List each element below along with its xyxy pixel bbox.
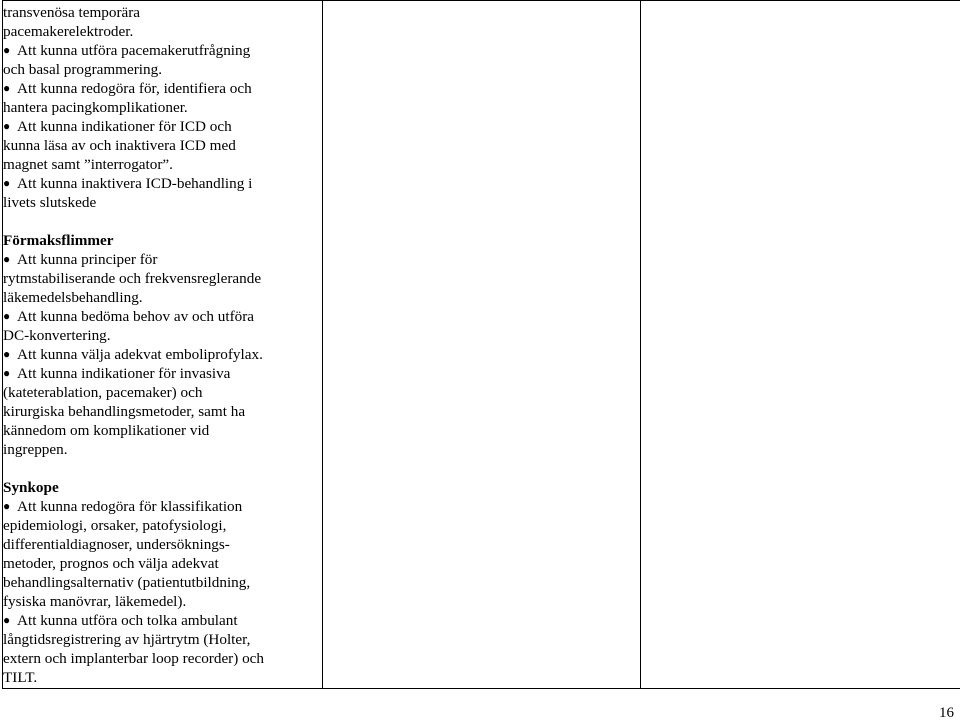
bullet-icon: ● [3,176,11,190]
bullet-icon: ● [3,43,11,57]
text-line: behandlingsalternativ (patientutbildning, [3,574,251,591]
bullet-item: ● Att kunna bedöma behov av och utföra [3,308,255,325]
empty-cell-right [641,1,960,689]
bullet-item: ● Att kunna indikationer för ICD och [3,118,232,135]
bullet-item: ● Att kunna indikationer för invasiva [3,365,231,382]
spacer [27,459,316,478]
text-line: kirurgiska behandlingsmetoder, samt ha [3,403,246,420]
bullet-item: ● Att kunna redogöra för, identifiera och [3,80,252,97]
text-line: långtidsregistrering av hjärtrytm (Holter, [3,631,251,648]
empty-cell-middle [323,1,641,689]
section-heading-formaksflimmer: Förmaksflimmer [3,232,114,249]
text-line: läkemedelsbehandling. [3,289,143,306]
bullet-icon: ● [3,81,11,95]
bullet-item: ● Att kunna redogöra för klassifikation [3,498,243,515]
text-line: epidemiologi, orsaker, patofysiologi, [3,517,227,534]
bullet-item: ● Att kunna utföra och tolka ambulant [3,612,238,629]
bullet-icon: ● [3,347,11,361]
bullet-item: ● Att kunna principer för [3,251,158,268]
text-line: differentialdiagnoser, undersöknings- [3,536,230,553]
spacer [27,212,316,231]
bullet-icon: ● [3,499,11,513]
table-row [3,1,960,689]
curriculum-table [2,0,960,689]
text-line: magnet samt ”interrogator”. [3,156,173,173]
text-line: kännedom om komplikationer vid [3,422,210,439]
text-line: metoder, prognos och välja adekvat [3,555,219,572]
text-line: rytmstabiliserande och frekvensreglerande [3,270,262,287]
bullet-icon: ● [3,309,11,323]
objectives-cell [3,1,323,689]
text-line: extern och implanterbar loop recorder) och [3,650,265,667]
text-line: hantera pacingkomplikationer. [3,99,188,116]
bullet-icon: ● [3,613,11,627]
text-line: kunna läsa av och inaktivera ICD med [3,137,236,154]
bullet-item: ● Att kunna inaktivera ICD-behandling i [3,175,253,192]
text-line: och basal programmering. [3,61,162,78]
text-line: DC-konvertering. [3,327,111,344]
bullet-icon: ● [3,252,11,266]
bullet-item: ● Att kunna utföra pacemakerutfrågning [3,42,251,59]
objectives-content [3,1,322,687]
text-line: ingreppen. [3,441,68,458]
text-line: fysiska manövrar, läkemedel). [3,593,187,610]
bullet-icon: ● [3,119,11,133]
text-line: pacemakerelektroder. [3,23,134,40]
page-number: 16 [939,705,954,721]
section-heading-synkope: Synkope [3,479,59,496]
text-line: (kateterablation, pacemaker) och [3,384,203,401]
bullet-item: ● Att kunna välja adekvat emboliprofylax. [3,346,263,363]
bullet-icon: ● [3,366,11,380]
text-line: TILT. [3,669,38,686]
text-line: transvenösa temporära [3,4,141,21]
text-line: livets slutskede [3,194,97,211]
